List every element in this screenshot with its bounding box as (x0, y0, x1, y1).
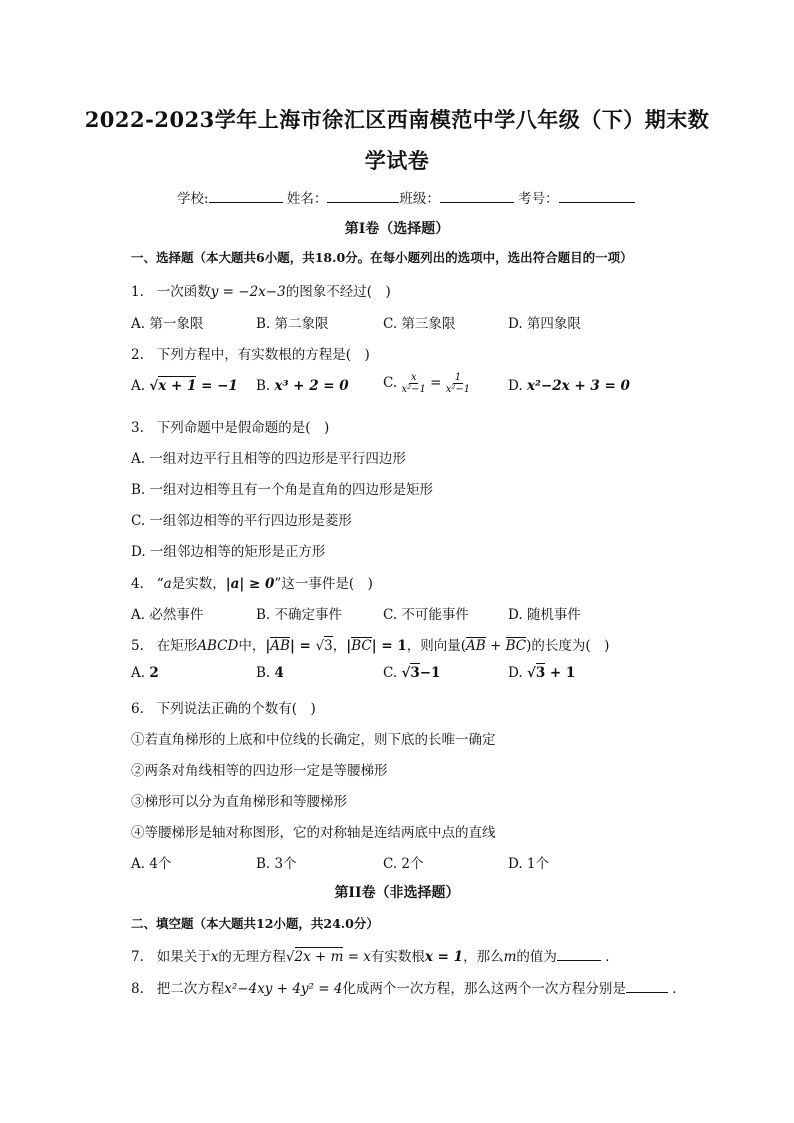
q3-option-b[interactable]: B. 一组对边相等且有一个角是直角的四边形是矩形 (131, 482, 434, 498)
q4-number: 4. (131, 576, 144, 592)
q8-text-a: 把二次方程 (156, 981, 225, 997)
q5-option-b[interactable] (256, 665, 284, 681)
q2-option-d[interactable] (508, 378, 630, 394)
q7-root: x = 1 (424, 949, 464, 965)
school-label: 学校: (177, 191, 209, 207)
q5-option-c-radicand: 3 (410, 665, 420, 681)
exam-no-label: 考号： (518, 191, 559, 207)
q6-option-a[interactable]: A. 4个 (131, 856, 172, 872)
q5-ab-value: 3 (324, 638, 333, 654)
question-7: 7. 如果关于x的无理方程√2x + m = x有实数根x = 1，那么m的值为 ． (131, 945, 619, 965)
q7-text-c: 有实数根 (370, 949, 425, 965)
q4-text-a: “ (156, 576, 164, 592)
q1-option-b[interactable]: B. 第二象限 (256, 316, 329, 332)
name-label: 姓名： (286, 191, 328, 207)
q5-option-d-radicand: 3 (535, 665, 546, 681)
q1-option-d[interactable]: D. 第四象限 (508, 316, 581, 332)
q7-number: 7. (131, 949, 144, 965)
q8-formula: x²−4xy + 4y² = 4 (224, 981, 343, 997)
question-5: 5. 在矩形ABCD中，|AB| = √3，|BC| = 1，则向量(AB + BC)的长度为( ) (131, 638, 610, 654)
q8-end: ． (672, 981, 686, 997)
q1-text-a: 一次函数 (156, 284, 211, 300)
q2-option-c-numerator-right: 1 (454, 372, 462, 383)
q2-option-c-equals: = (430, 375, 442, 391)
name-field[interactable] (327, 188, 399, 203)
q3-text: 下列命题中是假命题的是( ) (156, 420, 330, 436)
q2-option-a-radicand: x + 1 (158, 378, 197, 394)
q4-var-a: a (163, 576, 172, 592)
q7-text-d: ，那么 (463, 949, 504, 965)
page-title-line1: 2022-2023学年上海市徐汇区西南模范中学八年级（下）期末数 (84, 107, 710, 132)
q6-option-c[interactable]: C. 2个 (383, 856, 424, 872)
q5-number: 5. (131, 638, 144, 654)
q7-equals: = x (347, 949, 371, 965)
q7-answer-blank[interactable] (557, 946, 601, 961)
q5-text-b: 中， (238, 638, 266, 654)
q7-var-m: m (503, 949, 517, 965)
q5-text-d: )的长度为( ) (526, 638, 610, 654)
school-field[interactable] (209, 188, 283, 203)
q5-comma: ， (332, 638, 347, 654)
q6-statement-1: ①若直角梯形的上底和中位线的长确定，则下底的长唯一确定 (131, 732, 496, 748)
q5-option-b-label: B. (256, 665, 271, 681)
part1-heading: 第I卷（选择题） (344, 221, 450, 237)
q2-option-c-denominator-left: x²−1 (401, 384, 426, 395)
q5-rect-name: ABCD (197, 638, 239, 654)
q6-statement-2: ②两条对角线相等的四边形一定是等腰梯形 (131, 763, 388, 779)
q4-option-a[interactable]: A. 必然事件 (131, 607, 204, 623)
q7-radicand: 2x + m (294, 949, 344, 965)
q5-ab-close: | = (289, 638, 316, 654)
info-line (177, 187, 635, 207)
q4-formula: |a| ≥ 0 (225, 576, 275, 592)
q6-statement-4: ④等腰梯形是轴对称图形，它的对称轴是连结两底中点的直线 (131, 825, 496, 841)
q2-option-c-numerator-left: x (410, 372, 417, 383)
q7-text-a: 如果关于 (156, 949, 211, 965)
q2-option-c-denominator-right: x²−1 (445, 384, 471, 395)
q4-option-d[interactable]: D. 随机事件 (508, 607, 581, 623)
q5-ab-open: | (265, 638, 271, 654)
q8-text-b: 化成两个一次方程，那么这两个一次方程分别是 (342, 981, 626, 997)
part2-section-instructions: 二、填空题（本大题共12小题，共24.0分） (131, 916, 379, 931)
q2-option-d-label: D. (508, 378, 523, 394)
q5-bc-open: | (346, 638, 352, 654)
q3-option-a[interactable]: A. 一组对边平行且相等的四边形是平行四边形 (131, 451, 406, 467)
q5-text-c: ，则向量( (406, 638, 466, 654)
q4-option-b[interactable]: B. 不确定事件 (256, 607, 343, 623)
q2-option-a-formula: √x + 1 = −1 (149, 378, 238, 394)
q5-vector-ab: AB (270, 638, 290, 654)
q7-end: ． (605, 949, 619, 965)
question-3 (131, 416, 329, 436)
q5-plus: + (485, 638, 506, 654)
q5-option-c-rest: −1 (419, 665, 441, 681)
q7-text-e: 的值为 (516, 949, 557, 965)
q6-option-b[interactable]: B. 3个 (256, 856, 297, 872)
page-title-line2: 学试卷 (364, 148, 430, 173)
q5-vector-bc: BC (351, 638, 372, 654)
q6-number: 6. (131, 701, 144, 717)
q2-option-c-fraction-right (446, 372, 470, 395)
q8-number: 8. (131, 981, 144, 997)
q5-sum-vector-bc: BC (505, 638, 527, 654)
q4-text-c: ”这一事件是( ) (274, 576, 373, 592)
q2-option-b-formula: x³ + 2 = 0 (274, 378, 349, 394)
q8-answer-blank[interactable] (626, 978, 668, 993)
q7-var-x: x (210, 949, 219, 965)
q6-text: 下列说法正确的个数有( ) (156, 701, 316, 717)
q2-option-d-formula: x²−2x + 3 = 0 (526, 378, 630, 394)
q2-text: 下列方程中，有实数根的方程是( ) (156, 347, 370, 363)
q4-option-c[interactable]: C. 不可能事件 (383, 607, 469, 623)
q2-option-c[interactable] (383, 372, 470, 395)
part2-heading: 第II卷（非选择题） (334, 885, 460, 901)
question-4 (131, 572, 373, 592)
q5-option-d[interactable]: D. √3 + 1 (508, 665, 576, 681)
q1-option-a[interactable]: A. 第一象限 (131, 316, 204, 332)
question-2 (131, 343, 370, 363)
question-6 (131, 697, 316, 717)
class-label: 班级： (399, 191, 440, 207)
q5-bc-close: | = 1 (371, 638, 407, 654)
q5-option-a[interactable] (131, 665, 159, 681)
q2-option-b-label: B. (256, 378, 271, 394)
q5-option-c[interactable]: C. √3−1 (383, 665, 441, 681)
question-8 (131, 977, 686, 997)
q1-option-c[interactable]: C. 第三象限 (383, 316, 456, 332)
q2-option-c-label: C. (383, 375, 398, 391)
q1-formula: y = −2x−3 (210, 284, 286, 300)
q6-statement-3: ③梯形可以分为直角梯形和等腰梯形 (131, 794, 347, 810)
q5-option-a-label: A. (131, 665, 146, 681)
q2-option-c-fraction-left (401, 372, 425, 395)
q1-text-b: 的图象不经过( ) (285, 284, 391, 300)
q6-option-d[interactable]: D. 1个 (508, 856, 550, 872)
q3-option-d[interactable]: D. 一组邻边相等的矩形是正方形 (131, 544, 326, 560)
exam-no-field[interactable] (559, 188, 635, 203)
q5-option-c-label: C. (383, 665, 398, 681)
q5-sum-vector-ab: AB (466, 638, 486, 654)
q2-option-a-rest: = −1 (201, 378, 238, 394)
q1-number: 1. (131, 284, 144, 300)
q2-number: 2. (131, 347, 144, 363)
question-1 (131, 280, 391, 300)
q5-option-b-value: 4 (274, 665, 284, 681)
q2-option-a[interactable] (131, 378, 238, 394)
q5-option-d-rest: + 1 (549, 665, 576, 681)
q7-text-b: 的无理方程 (218, 949, 286, 965)
class-field[interactable] (440, 188, 514, 203)
part1-section-instructions: 一、选择题（本大题共6小题，共18.0分。在每小题列出的选项中，选出符合题目的一项） (131, 250, 633, 265)
q4-text-b: 是实数， (171, 576, 226, 592)
q2-option-b[interactable] (256, 378, 349, 394)
q5-text-a: 在矩形 (156, 638, 198, 654)
q3-option-c[interactable]: C. 一组邻边相等的平行四边形是菱形 (131, 513, 352, 529)
q5-option-a-value: 2 (149, 665, 159, 681)
q5-option-d-label: D. (508, 665, 523, 681)
q2-option-a-label: A. (131, 378, 146, 394)
q3-number: 3. (131, 420, 144, 436)
